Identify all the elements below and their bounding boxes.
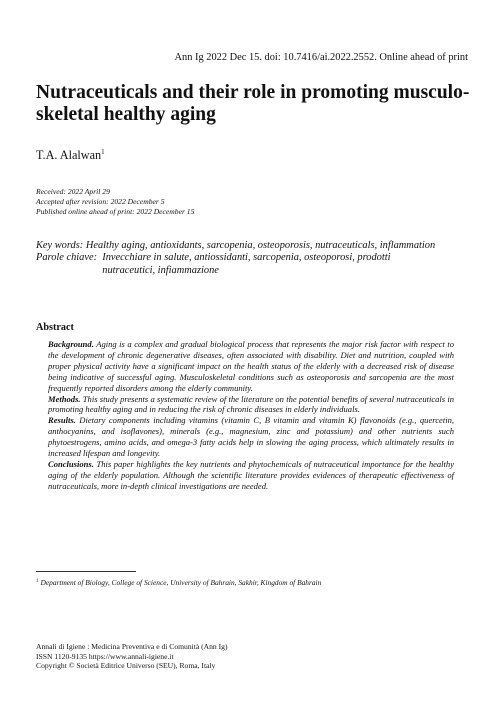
conclusions-label: Conclusions. xyxy=(48,458,94,469)
abstract-background xyxy=(48,339,454,394)
keywords-it-text: Invecchiare in salute, antiossidanti, sarcopenia, osteoporosi, prodotti nutraceutici, infiammazione xyxy=(102,252,391,276)
results-label: Results. xyxy=(48,415,76,426)
keywords-block xyxy=(36,240,476,277)
author-name: T.A. Alalwan xyxy=(36,148,102,162)
author-line xyxy=(36,148,105,163)
article-dates xyxy=(36,187,194,217)
abstract-methods xyxy=(48,394,454,416)
footer-copyright: Copyright © Società Editrice Universo (SEU), Roma, Italy xyxy=(36,661,216,671)
footnote-mark: 1 xyxy=(36,579,39,584)
received-date: Received: 2022 April 29 xyxy=(36,187,110,196)
published-date: Published online ahead of print: 2022 December 15 xyxy=(36,207,195,216)
abstract-body xyxy=(48,339,454,492)
background-text: Aging is a complex and gradual biological process that represents the major risk factor with respect to the development of chronic degenerative diseases, often associated with disability. Diet and nutrition, coupled with proper physical activity have a significant impact on the health status of the elderly with a decreased risk of disease being indicative of successful aging. Musculoskeletal conditions such as osteoporosis and sarcopenia are the most frequently reported disorders among the elderly community. xyxy=(48,339,454,393)
journal-footer xyxy=(36,642,227,671)
footnote-text: Department of Biology, College of Science, University of Bahrain, Sakhir, Kingdom of Bahrain xyxy=(40,578,322,587)
footnote-rule xyxy=(36,571,136,572)
footer-issn: ISSN 1120-9135 https://www.annali-igiene.it xyxy=(36,651,174,661)
affiliation-footnote xyxy=(36,578,321,587)
keywords-it xyxy=(36,252,476,277)
methods-label: Methods. xyxy=(48,393,81,404)
keywords-en-text: Healthy aging, antioxidants, sarcopenia, osteoporosis, nutraceuticals, inflammation xyxy=(85,240,436,251)
abstract-conclusions xyxy=(48,459,454,492)
author-affiliation-mark: 1 xyxy=(101,148,105,156)
keywords-en-label: Key words: xyxy=(36,240,84,251)
keywords-en xyxy=(36,240,476,252)
results-text: Dietary components including vitamins (vitamin C, B vitamin and vitamin K) flavonoids (e.g., quercetin, anthocyanins, and isoflavones), minerals (e.g., magnesium, zinc and potassium) and other nutrients such phytoestrogens, amino acids, and omega-3 fatty acids help in slowing the aging process, which ultimately results in increased lifespan and longevity. xyxy=(48,415,455,459)
conclusions-text: This paper highlights the key nutrients and phytochemicals of nutraceutical importance for the healthy aging of the elderly population. Although the scientific literature provides evidences of therapeutic effectiveness of nutraceuticals, more in-depth clinical investigations are needed. xyxy=(48,458,454,491)
footer-journal: Annali di Igiene : Medicina Preventiva e di Comunità (Ann Ig) xyxy=(36,642,228,651)
keywords-it-label: Parole chiave: xyxy=(36,252,98,264)
background-label: Background. xyxy=(48,339,94,349)
accepted-date: Accepted after revision: 2022 December 5 xyxy=(36,197,165,206)
abstract-heading: Abstract xyxy=(36,322,74,333)
running-head: Ann Ig 2022 Dec 15. doi: 10.7416/ai.2022.2552. Online ahead of print xyxy=(174,52,468,63)
abstract-results xyxy=(48,415,454,459)
methods-text: This study presents a systematic review of the literature on the potential benefits of several nutraceuticals in promoting healthy aging and in reducing the risk of chronic diseases in elderly individuals. xyxy=(48,393,455,415)
article-title: Nutraceuticals and their role in promoting musculo-skeletal healthy aging xyxy=(36,82,470,125)
